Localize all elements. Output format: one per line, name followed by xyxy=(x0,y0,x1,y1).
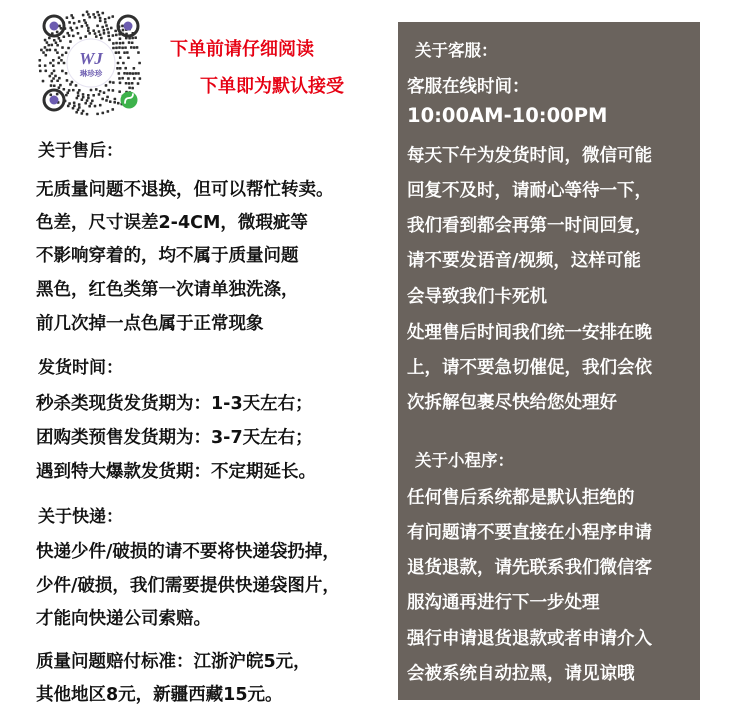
qr-code-dot xyxy=(76,27,79,30)
qr-code-dot xyxy=(115,46,118,49)
qr-code-dot xyxy=(71,29,74,32)
qr-code-dot xyxy=(92,29,95,32)
qr-code-dot xyxy=(58,56,61,59)
qr-code-dot xyxy=(54,75,57,78)
qr-code-dot xyxy=(61,46,64,49)
qr-code-dot xyxy=(70,14,73,17)
qr-code-dot xyxy=(91,99,94,102)
qr-finder-eye-center xyxy=(50,22,59,31)
qr-code-dot xyxy=(84,35,87,38)
qr-code-dot xyxy=(63,62,66,65)
express-line: 才能向快递公司索赔。 xyxy=(36,609,211,629)
mini-program-qr-code[interactable] xyxy=(36,8,146,118)
qr-code-dot xyxy=(100,37,103,40)
qr-code-dot xyxy=(73,22,76,25)
qr-code-dot xyxy=(124,67,127,70)
qr-code-dot xyxy=(39,70,42,73)
qr-code-dot xyxy=(99,104,102,107)
qr-code-dot xyxy=(127,77,130,80)
qr-code-dot xyxy=(111,108,114,111)
qr-code-dot xyxy=(65,51,68,54)
qr-code-dot xyxy=(44,46,47,49)
qr-code-dot xyxy=(81,112,84,115)
qr-code-dot xyxy=(114,98,117,101)
qr-code-dot xyxy=(66,79,69,82)
qr-code-dot xyxy=(90,89,93,92)
qr-code-dot xyxy=(137,51,140,54)
qr-code-dot xyxy=(78,89,81,92)
qr-code-dot xyxy=(82,14,85,17)
mini-program-badge-icon xyxy=(121,92,138,109)
qr-code-dot xyxy=(94,16,97,19)
qr-code-dot xyxy=(66,91,69,94)
qr-code-dot xyxy=(130,46,133,49)
qr-code-dot xyxy=(109,81,112,84)
qr-code-dot xyxy=(112,34,115,37)
qr-code-dot xyxy=(72,35,75,38)
qr-code-dot xyxy=(99,90,102,93)
qr-code-dot xyxy=(119,81,122,84)
qr-code-dot xyxy=(107,89,110,92)
qr-code-dot xyxy=(78,106,81,109)
qr-code-dot xyxy=(77,32,80,35)
qr-code-dot xyxy=(137,82,140,85)
service-hours-value: 10:00AM-10:00PM xyxy=(407,104,608,127)
qr-code-dot xyxy=(49,75,52,78)
qr-code-dot xyxy=(76,97,79,100)
qr-code-dot xyxy=(72,89,75,92)
qr-code-dot xyxy=(67,47,70,50)
qr-code-dot xyxy=(118,72,121,75)
qr-code-dot xyxy=(49,62,52,65)
qr-code-dot xyxy=(101,98,104,101)
qr-code-dot xyxy=(58,37,61,40)
qr-code-dot xyxy=(84,22,87,25)
qr-code-dot xyxy=(61,70,64,73)
qr-code-dot xyxy=(122,42,125,45)
qr-code-dot xyxy=(105,84,108,87)
qr-code-dot xyxy=(52,64,55,67)
qr-code-dot xyxy=(77,109,80,112)
mini-program-line: 退货退款，请先联系我们微信客 xyxy=(407,558,652,578)
qr-code-dot xyxy=(61,54,64,57)
qr-code-dot xyxy=(49,49,52,52)
qr-code-dot xyxy=(63,88,66,91)
qr-code-dot xyxy=(73,104,76,107)
qr-code-dot xyxy=(104,18,107,21)
qr-code-dot xyxy=(118,46,121,49)
service-info-line: 回复不及时，请耐心等待一下， xyxy=(407,181,652,201)
after-sales-heading: 关于售后： xyxy=(38,141,123,161)
qr-code-dot xyxy=(50,84,53,87)
after-sales-line: 色差，尺寸误差2-4CM，微瑕疵等 xyxy=(36,213,308,233)
qr-code-dot xyxy=(92,13,95,16)
service-info-line: 处理售后时间我们统一安排在晚 xyxy=(407,323,652,343)
qr-code-dot xyxy=(121,25,124,28)
qr-code-dot xyxy=(90,102,93,105)
qr-code-dot xyxy=(136,46,139,49)
qr-code-dot xyxy=(68,21,71,24)
qr-code-dot xyxy=(119,42,122,45)
qr-code-dot xyxy=(68,34,71,37)
qr-code-dot xyxy=(46,49,49,52)
qr-code-dot xyxy=(42,80,45,83)
service-info-line: 会导致我们卡死机 xyxy=(407,287,547,307)
qr-code-dot xyxy=(95,88,98,91)
qr-code-dot xyxy=(77,94,80,97)
qr-code-dot xyxy=(139,77,142,80)
qr-code-dot xyxy=(112,47,115,50)
qr-code-dot xyxy=(133,77,136,80)
qr-code-dot xyxy=(131,82,134,85)
qr-code-dot xyxy=(52,77,55,80)
service-info-line: 每天下午为发货时间，微信可能 xyxy=(407,146,652,166)
qr-code-dot xyxy=(44,39,47,42)
qr-code-dot xyxy=(81,98,84,101)
qr-code-dot xyxy=(129,72,132,75)
qr-code-dot xyxy=(92,94,95,97)
qr-code-dot xyxy=(119,56,122,59)
qr-code-dot xyxy=(38,64,41,67)
qr-code-dot xyxy=(122,62,125,65)
qr-code-dot xyxy=(125,82,128,85)
qr-code-dot xyxy=(68,102,71,105)
qr-code-dot xyxy=(103,91,106,94)
qr-code-dot xyxy=(126,72,129,75)
qr-code-dot xyxy=(101,26,104,29)
qr-code-dot xyxy=(86,113,89,116)
qr-code-dot xyxy=(87,94,90,97)
qr-code-dot xyxy=(38,59,41,62)
mini-program-line: 任何售后系统都是默认拒绝的 xyxy=(407,488,635,508)
qr-code-dot xyxy=(111,15,114,18)
qr-code-dot xyxy=(69,27,72,30)
qr-code-dot xyxy=(67,105,70,108)
after-sales-line: 黑色，红色类第一次请单独洗涤， xyxy=(36,280,299,300)
service-info-line: 次拆解包裹尽快给您处理好 xyxy=(407,393,617,413)
qr-code-dot xyxy=(104,21,107,24)
qr-code-dot xyxy=(46,41,49,44)
qr-code-dot xyxy=(98,30,101,33)
qr-code-dot xyxy=(118,51,121,54)
qr-code-dot xyxy=(119,37,122,40)
qr-code-dot xyxy=(99,20,102,23)
qr-code-dot xyxy=(59,39,62,42)
mini-program-line: 服沟通再进行下一步处理 xyxy=(407,593,600,613)
mini-program-line: 有问题请不要直接在小程序申请 xyxy=(407,523,652,543)
mini-program-line: 会被系统自动拉黑，请见谅哦 xyxy=(407,664,635,684)
qr-code-dot xyxy=(94,32,97,35)
qr-code-dot xyxy=(59,84,62,87)
customer-service-heading: 关于客服： xyxy=(415,41,498,60)
qr-code-dot xyxy=(98,93,101,96)
qr-code-dot xyxy=(117,62,120,65)
qr-code-dot xyxy=(118,77,121,80)
qr-code-dot xyxy=(123,72,126,75)
qr-code-dot xyxy=(51,72,54,75)
qr-code-dot xyxy=(87,29,90,32)
qr-code-dot xyxy=(79,37,82,40)
notice-read-before-order: 下单前请仔细阅读 xyxy=(170,39,314,60)
qr-code-dot xyxy=(115,42,118,45)
qr-code-dot xyxy=(96,24,99,27)
qr-code-dot xyxy=(87,97,90,100)
qr-code-dot xyxy=(53,39,56,42)
qr-code-dot xyxy=(138,62,141,65)
service-hours-label: 客服在线时间： xyxy=(407,77,530,97)
qr-code-dot xyxy=(56,31,59,34)
express-heading: 关于快递： xyxy=(38,507,123,527)
qr-code-dot xyxy=(108,38,111,41)
qr-code-dot xyxy=(121,46,124,49)
qr-code-dot xyxy=(98,14,101,17)
qr-code-dot xyxy=(52,59,55,62)
mini-program-line: 强行申请退货退款或者申请介入 xyxy=(407,629,652,649)
qr-code-dot xyxy=(107,35,110,38)
service-info-line: 我们看到都会再第一时间回复， xyxy=(407,216,652,236)
qr-code-dot xyxy=(72,107,75,110)
qr-code-dot xyxy=(106,28,109,31)
qr-code-dot xyxy=(50,80,53,83)
qr-code-dot xyxy=(110,27,113,30)
qr-code-dot xyxy=(82,110,85,113)
qr-code-dot xyxy=(47,44,50,47)
qr-code-dot xyxy=(106,96,109,99)
qr-finder-eye-center xyxy=(50,96,59,105)
qr-code-dot xyxy=(72,17,75,20)
qr-code-dot xyxy=(58,25,61,28)
qr-code-dot xyxy=(68,89,71,92)
qr-code-dot xyxy=(118,90,121,93)
qr-code-dot xyxy=(124,46,127,49)
express-line: 少件/破损，我们需要提供快递袋图片， xyxy=(36,576,340,596)
qr-code-dot xyxy=(75,111,78,114)
qr-code-dot xyxy=(44,54,47,57)
qr-code-dot xyxy=(128,82,131,85)
qr-code-dot xyxy=(56,93,59,96)
service-info-line: 请不要发语音/视频，这样可能 xyxy=(407,251,641,271)
qr-code-dot xyxy=(56,51,59,54)
qr-code-dot xyxy=(83,19,86,22)
qr-code-dot xyxy=(73,101,76,104)
qr-code-dot xyxy=(66,16,69,19)
shipping-time-line: 秒杀类现货发货期为：1-3天左右； xyxy=(36,394,313,414)
brand-logo-text: 琳珍珍 xyxy=(79,69,103,78)
qr-code-dot xyxy=(115,34,118,37)
qr-code-dot xyxy=(126,51,129,54)
qr-code-dot xyxy=(86,99,89,102)
qr-code-dot xyxy=(60,27,63,30)
qr-code-dot xyxy=(48,37,51,40)
qr-code-dot xyxy=(107,110,110,113)
qr-code-dot xyxy=(133,67,136,70)
qr-code-dot xyxy=(86,24,89,27)
shipping-time-heading: 发货时间： xyxy=(38,358,123,378)
qr-code-dot xyxy=(132,72,135,75)
qr-code-dot xyxy=(94,105,97,108)
qr-code-dot xyxy=(57,62,60,65)
qr-code-dot xyxy=(99,17,102,20)
qr-code-dot xyxy=(84,102,87,105)
qr-code-dot xyxy=(122,29,125,32)
qr-code-dot xyxy=(119,67,122,70)
qr-code-dot xyxy=(101,112,104,115)
qr-finder-eye-center xyxy=(124,22,133,31)
qr-code-dot xyxy=(87,13,90,16)
after-sales-line: 前几次掉一点色属于正常现象 xyxy=(36,314,264,334)
qr-code-dot xyxy=(131,41,134,44)
qr-code-dot xyxy=(56,44,59,47)
qr-code-dot xyxy=(50,44,53,47)
after-sales-line: 无质量问题不退换，但可以帮忙转卖。 xyxy=(36,180,334,200)
qr-code-dot xyxy=(105,99,108,102)
notice-order-means-accept: 下单即为默认接受 xyxy=(200,76,344,97)
qr-code-dot xyxy=(131,87,134,90)
mini-program-heading: 关于小程序： xyxy=(415,451,514,470)
qr-code-dot xyxy=(88,105,91,108)
qr-code-dot xyxy=(44,70,47,73)
qr-code-dot xyxy=(75,84,78,87)
qr-code-dot xyxy=(63,35,66,38)
qr-code-dot xyxy=(121,77,124,80)
qr-code-dot xyxy=(82,96,85,99)
qr-code-dot xyxy=(49,94,52,97)
qr-code-dot xyxy=(107,31,110,34)
qr-code-dot xyxy=(88,16,91,19)
qr-code-dot xyxy=(105,24,108,27)
qr-code-dot xyxy=(60,59,63,62)
shipping-time-line: 遇到特大爆款发货期：不定期延长。 xyxy=(36,462,316,482)
qr-code-dot xyxy=(117,102,120,105)
qr-code-dot xyxy=(58,77,61,80)
qr-code-dot xyxy=(127,56,130,59)
qr-code-dot xyxy=(123,51,126,54)
qr-code-dot xyxy=(86,11,89,14)
qr-code-dot xyxy=(56,79,59,82)
qr-code-dot xyxy=(87,27,90,30)
qr-code-dot xyxy=(115,51,118,54)
qr-code-dot xyxy=(69,83,72,86)
qr-code-dot xyxy=(53,84,56,87)
service-info-line: 上，请不要急切催促，我们会依 xyxy=(407,358,652,378)
qr-code-dot xyxy=(54,49,57,52)
qr-code-dot xyxy=(95,35,98,38)
qr-code-dot xyxy=(82,93,85,96)
compensation-line: 质量问题赔付标准：江浙沪皖5元， xyxy=(36,652,311,672)
qr-code-dot xyxy=(101,12,104,15)
qr-code-dot xyxy=(128,41,131,44)
qr-code-dot xyxy=(88,32,91,35)
qr-code-dot xyxy=(44,64,47,67)
qr-code-dot xyxy=(134,72,137,75)
qr-code-dot xyxy=(137,72,140,75)
qr-code-dot xyxy=(81,25,84,28)
qr-code-dot xyxy=(78,103,81,106)
shipping-time-line: 团购类预售发货期为：3-7天左右； xyxy=(36,428,313,448)
qr-code-dot xyxy=(128,87,131,90)
qr-code-dot xyxy=(116,67,119,70)
qr-code-dot xyxy=(112,89,115,92)
qr-code-dot xyxy=(96,11,99,14)
qr-code-dot xyxy=(134,36,137,39)
qr-code-dot xyxy=(96,113,99,116)
qr-code-dot xyxy=(71,81,74,84)
qr-code-dot xyxy=(65,72,68,75)
qr-code-dot xyxy=(77,91,80,94)
qr-code-dot xyxy=(113,101,116,104)
brand-logo-icon: WJ xyxy=(79,49,103,68)
after-sales-line: 不影响穿着的，均不属于质量问题 xyxy=(36,246,299,266)
qr-code-dot xyxy=(114,30,117,33)
qr-code-dot xyxy=(131,37,134,40)
qr-code-dot xyxy=(40,49,43,52)
qr-code-dot xyxy=(78,20,81,23)
qr-code-dot xyxy=(112,42,115,45)
qr-code-dot xyxy=(53,70,56,73)
qr-code-dot xyxy=(99,33,102,36)
qr-code-dot xyxy=(108,17,111,20)
qr-code-dot xyxy=(69,40,72,43)
qr-code-dot xyxy=(133,46,136,49)
qr-code-dot xyxy=(55,41,58,44)
qr-code-dot xyxy=(66,32,69,35)
qr-code-dot xyxy=(65,94,68,97)
qr-code-dot xyxy=(58,86,61,89)
compensation-line: 其他地区8元，新疆西藏15元。 xyxy=(36,685,283,705)
qr-code-dot xyxy=(103,29,106,32)
qr-code-dot xyxy=(109,100,112,103)
qr-code-dot xyxy=(112,81,115,84)
qr-code-dot xyxy=(42,51,45,54)
qr-code-dot xyxy=(103,32,106,35)
express-line: 快递少件/破损的请不要将快递袋扔掉， xyxy=(36,542,340,562)
